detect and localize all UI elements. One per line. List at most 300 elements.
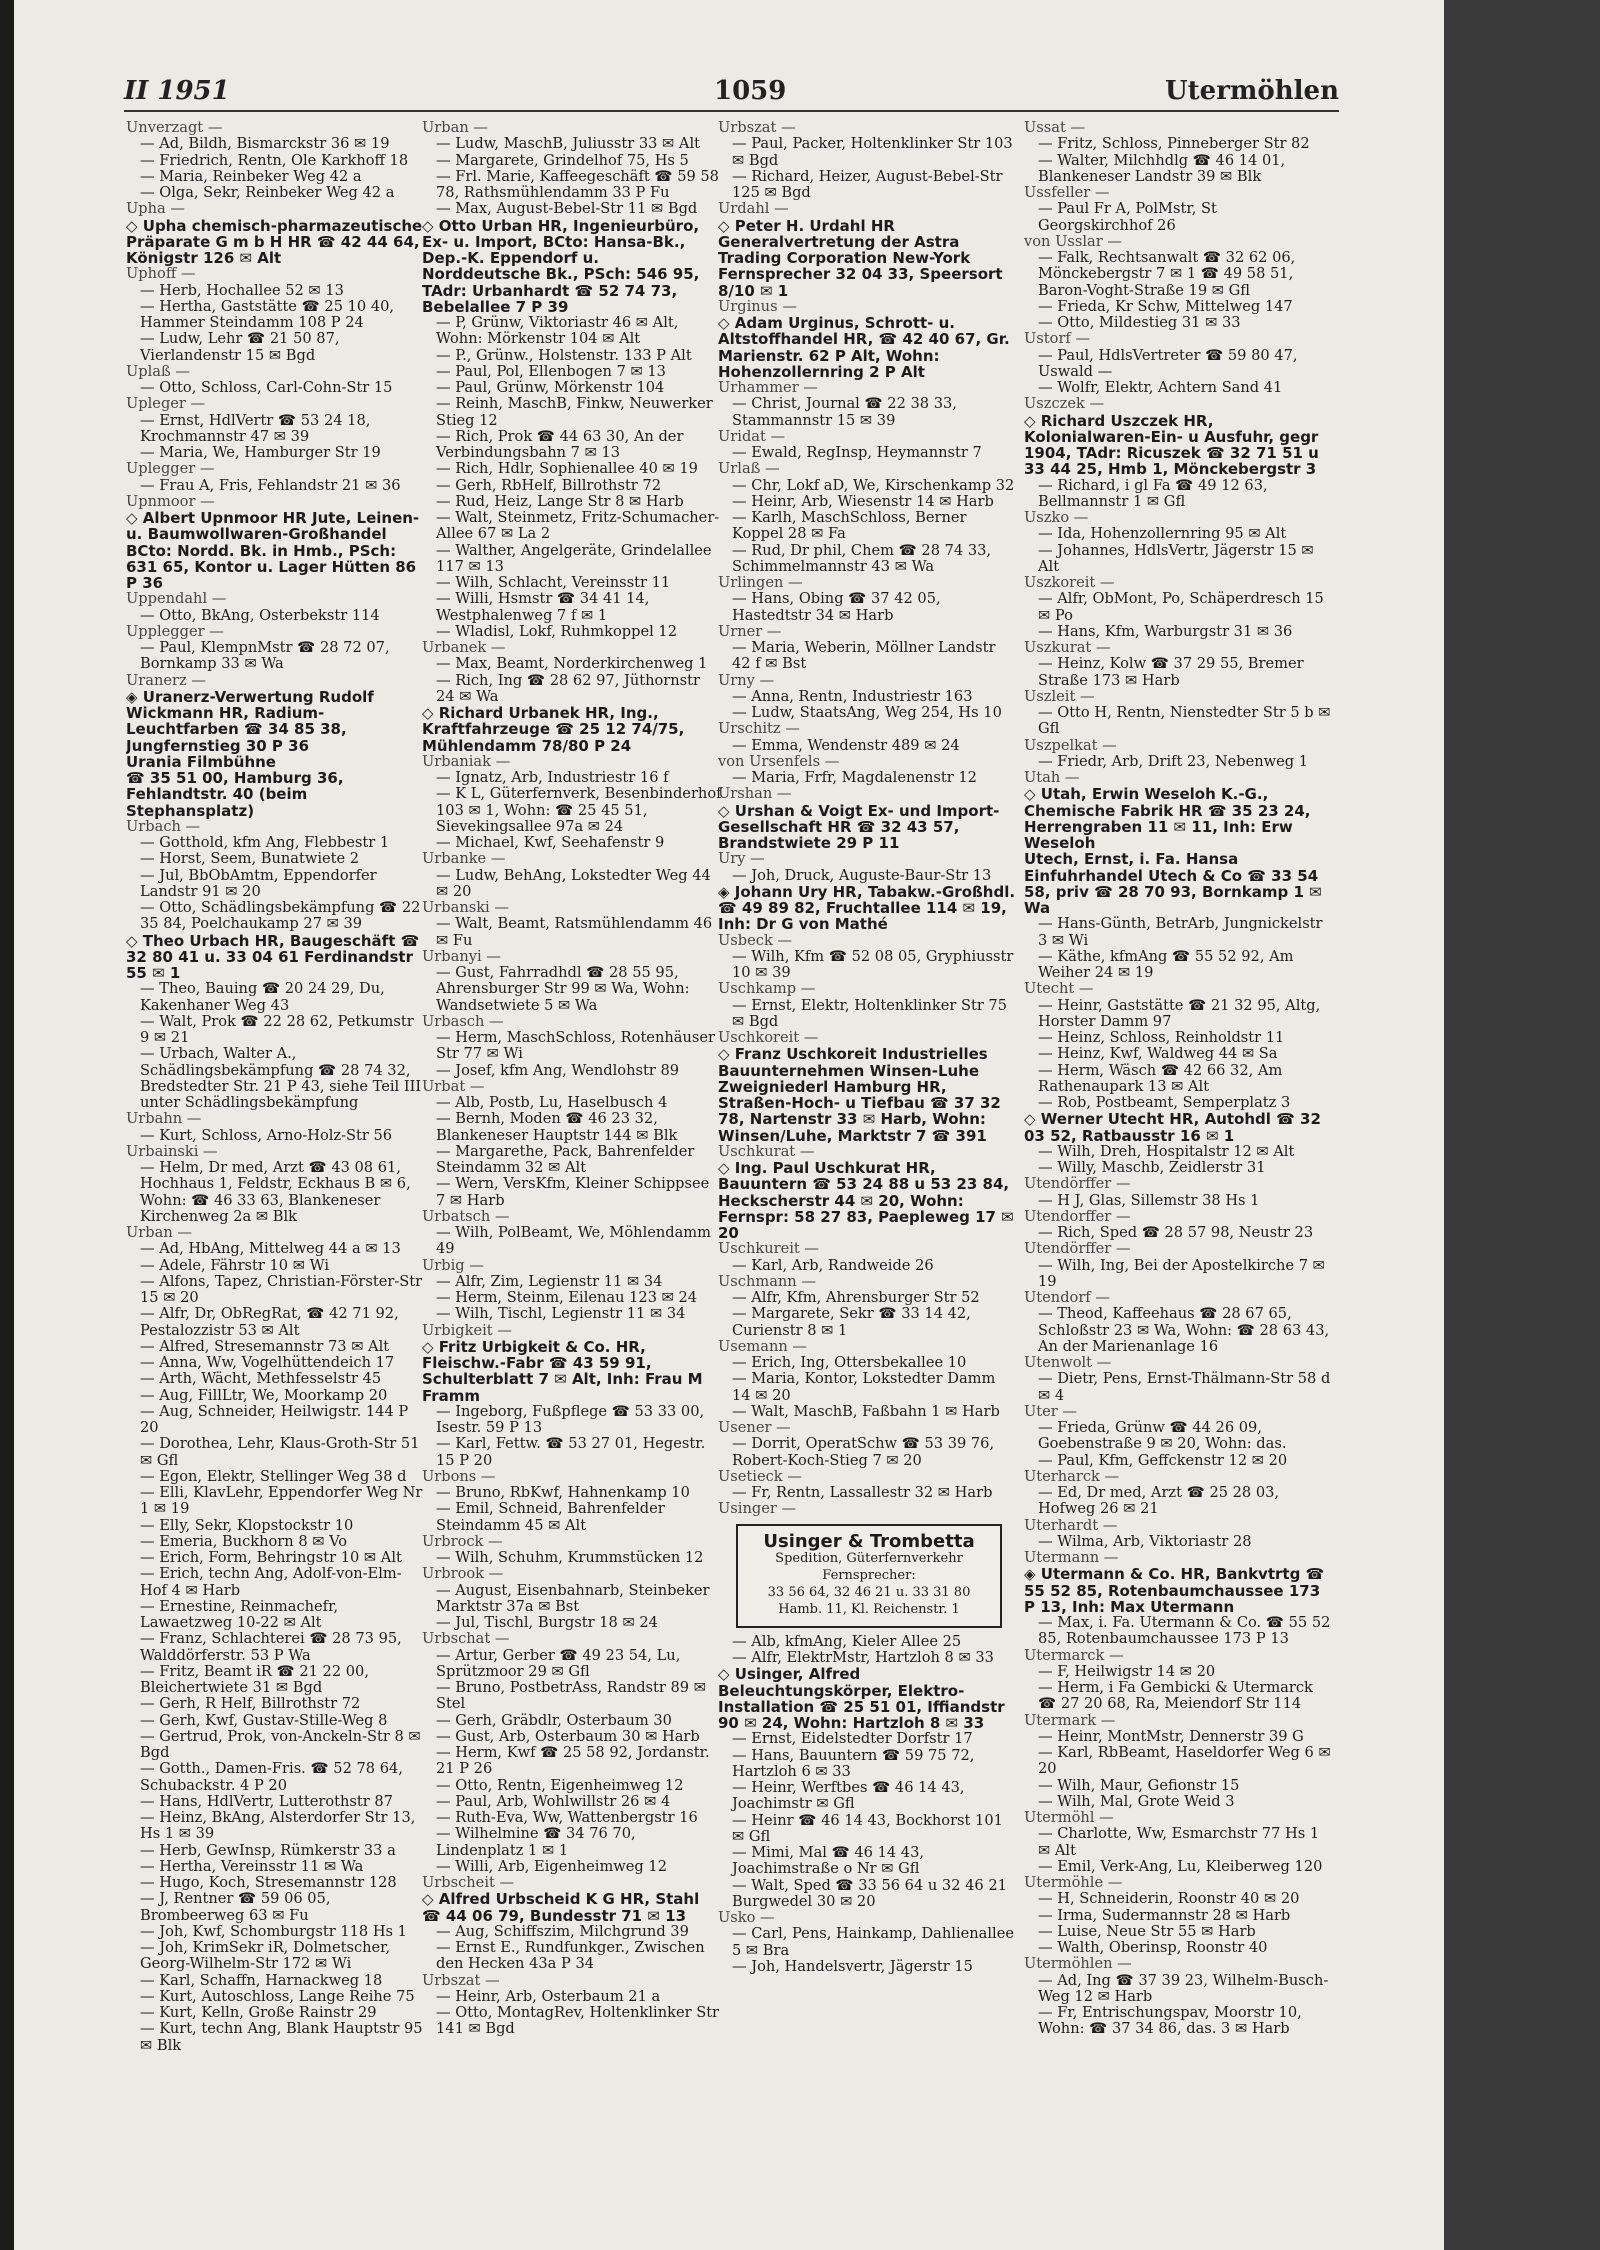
directory-entry: — Alfr, Kfm, Ahrensburger Str 52 [732, 1289, 980, 1306]
directory-entry: — Heinr ☎ 46 14 43, Bockhorst 101 ✉ Gfl [732, 1811, 1003, 1845]
directory-entry: — Heinr, Arb, Osterbaum 21 a [436, 1987, 661, 2005]
directory-entry: Urginus — [718, 297, 797, 315]
directory-entry: Utermöhlen — [1024, 1955, 1132, 1973]
directory-entry: Urdahl — [718, 200, 789, 218]
directory-entry: — Wilhelmine ☎ 34 76 70, Lindenplatz 1 ✉ 1 [436, 1825, 636, 1859]
directory-entry: — Gotth., Damen-Fris. ☎ 52 78 64, Schubackstr. 4 P 20 [140, 1760, 403, 1794]
directory-entry: — Wilh, Schlacht, Vereinsstr 11 [436, 574, 671, 591]
directory-entry: ◇ Upha chemisch-pharmazeutische Präparate G m b H HR ☎ 42 44 64, Königstr 126 ✉ Alt [126, 216, 423, 267]
directory-entry: — Ernestine, Reinmachefr, Lawaetzweg 10-22 ✉ Alt [140, 1597, 339, 1631]
column-3 [718, 120, 1018, 2150]
directory-entry: — Aug, Schneider, Heilwigstr. 144 P 20 [140, 1402, 409, 1436]
directory-entry: — Ad, Bildh, Bismarckstr 36 ✉ 19 [140, 135, 390, 153]
directory-entry: Urbach — [126, 817, 201, 835]
directory-entry: — Paul, Pol, Ellenbogen 7 ✉ 13 [436, 362, 666, 380]
directory-entry: — Otto, MontagRev, Holtenklinker Str 141 ✉ Bgd [436, 2004, 720, 2038]
directory-entry: — Rich, Hdlr, Sophienallee 40 ✉ 19 [436, 460, 698, 478]
directory-entry: Ussfeller — [1024, 184, 1110, 201]
directory-entry: Uter — [1024, 1402, 1078, 1420]
directory-entry: — Heinz, Kolw ☎ 37 29 55, Bremer Straße 173 ✉ Harb [1038, 655, 1304, 689]
directory-entry: — Wilh, Maur, Gefionstr 15 [1038, 1776, 1240, 1794]
directory-entry: Urbaniak — [422, 752, 511, 770]
directory-entry: Utendörffer — [1024, 1175, 1131, 1193]
directory-entry: — Hans-Günth, BetrArb, Jungnickelstr 3 ✉ Wi [1038, 915, 1323, 949]
directory-entry: Utendorf — [1024, 1289, 1110, 1306]
directory-entry: — Heinz, BkAng, Alsterdorfer Str 13, Hs 1 ✉ 39 [140, 1809, 416, 1843]
directory-entry: — Charlotte, Ww, Esmarchstr 77 Hs 1 ✉ Alt [1038, 1825, 1320, 1859]
directory-entry: — Herb, GewInsp, Rümkerstr 33 a [140, 1841, 396, 1859]
directory-entry: ◇ Usinger, Alfred Beleuchtungskörper, Elektro-Installation ☎ 25 51 01, Iffiandstr 90 ✉ 24, Wohn: Hartzloh 8 ✉ 33 [718, 1665, 1005, 1732]
directory-entry: — Walt, MaschB, Faßbahn 1 ✉ Harb [732, 1402, 1000, 1420]
directory-entry: — Kurt, Kelln, Große Rainstr 29 [140, 2004, 377, 2021]
directory-entry: — Rob, Postbeamt, Semperplatz 3 [1038, 1094, 1291, 1111]
directory-entry: — Kurt, techn Ang, Blank Hauptstr 95 ✉ Blk [140, 2020, 423, 2054]
directory-entry: — Ewald, RegInsp, Heymannstr 7 [732, 444, 982, 461]
directory-entry: ◇ Albert Upnmoor HR Jute, Leinen- u. Baumwollwaren-Großhandel BCto: Nordd. Bk. in Hmb., PSch: 631 65, Kontor u. Lager Hütten 86 P 36 [126, 509, 420, 592]
directory-entry: — Joh, KrimSekr iR, Dolmetscher, Georg-Wilhelm-Str 172 ✉ Wi [140, 1939, 391, 1973]
directory-entry: — Hans, HdlVertr, Lutterothstr 87 [140, 1792, 393, 1810]
directory-entry: — Paul, Arb, Wohlwillstr 26 ✉ 4 [436, 1792, 671, 1810]
directory-entry: Uszkoreit — [1024, 574, 1115, 591]
directory-entry: — Hertha, Gaststätte ☎ 25 10 40, Hammer Steindamm 108 P 24 [140, 297, 395, 331]
directory-entry: — Franz, Schlachterei ☎ 28 73 95, Walddörferstr. 53 P Wa [140, 1630, 402, 1664]
directory-entry: — Fritz, Beamt iR ☎ 21 22 00, Bleichertwiete 31 ✉ Bgd [140, 1662, 369, 1696]
directory-entry: ☎ 35 51 00, Hamburg 36, Fehlandtstr. 40 (beim Stephansplatz) [126, 769, 344, 820]
directory-entry: — P, Grünw, Viktoriastr 46 ✉ Alt, Wohn: Mörkenstr 104 ✉ Alt [436, 314, 679, 348]
directory-entry: — Arth, Wächt, Methfesselstr 45 [140, 1370, 382, 1388]
directory-entry: — Ad, Ing ☎ 37 39 23, Wilhelm-Busch-Weg 12 ✉ Harb [1038, 1971, 1329, 2005]
directory-entry: — Herm, i Fa Gembicki & Utermarck ☎ 27 20 68, Ra, Meiendorf Str 114 [1038, 1679, 1313, 1713]
scan-edge [0, 0, 14, 2250]
directory-entry: — Alb, Postb, Lu, Haselbusch 4 [436, 1094, 668, 1111]
directory-entry: — Bruno, RbKwf, Hahnenkamp 10 [436, 1484, 690, 1501]
directory-entry: — Wern, VersKfm, Kleiner Schippsee 7 ✉ Harb [436, 1175, 710, 1209]
directory-entry: — Heinz, Kwf, Waldweg 44 ✉ Sa [1038, 1045, 1278, 1063]
ad-line-3: 33 56 64, 32 46 21 u. 33 31 80 [767, 1584, 971, 1600]
directory-entry: Uschkoreit — [718, 1029, 819, 1046]
directory-entry: Urshan — [718, 785, 792, 803]
directory-entry: — Frieda, Grünw ☎ 44 26 09, Goebenstraße 9 ✉ 20, Wohn: das. [1038, 1419, 1287, 1453]
directory-entry: — Willy, Maschb, Zeidlerstr 31 [1038, 1159, 1266, 1176]
directory-entry: — Theo, Bauing ☎ 20 24 29, Du, Kakenhaner Weg 43 [140, 980, 385, 1014]
directory-entry: — Hugo, Koch, Stresemannstr 128 [140, 1874, 397, 1891]
directory-entry: Urbahn — [126, 1110, 202, 1128]
directory-entry: Usener — [718, 1419, 791, 1436]
directory-entry: Utermarck — [1024, 1646, 1124, 1664]
directory-entry: — Richard, Heizer, August-Bebel-Str 125 ✉ Bgd [732, 167, 1003, 201]
directory-entry: Uszleit — [1024, 687, 1095, 705]
directory-entry: — Wilma, Arb, Viktoriastr 28 [1038, 1532, 1252, 1550]
directory-entry: — Gerh, RbHelf, Billrothstr 72 [436, 476, 661, 494]
directory-entry: Urhammer — [718, 379, 818, 396]
directory-entry: — Falk, Rechtsanwalt ☎ 32 62 06, Mönckebergstr 7 ✉ 1 ☎ 49 58 51, Baron-Voght-Straße 19 ✉ Gfl [1038, 249, 1296, 299]
directory-entry: Urbatsch — [422, 1207, 510, 1225]
directory-entry: — Heinr, Werftbes ☎ 46 14 43, Joachimstr ✉ Gfl [732, 1779, 965, 1813]
directory-entry: — Herm, Wäsch ☎ 42 66 32, Am Rathenaupark 13 ✉ Alt [1038, 1061, 1283, 1095]
directory-entry: Uridat — [718, 427, 786, 445]
directory-entry: — Joh, Druck, Auguste-Baur-Str 13 [732, 866, 992, 884]
directory-entry: — Herm, MaschSchloss, Rotenhäuser Str 77 ✉ Wi [436, 1029, 715, 1063]
directory-entry: — Herb, Hochallee 52 ✉ 13 [140, 281, 344, 299]
directory-entry: — Anna, Ww, Vogelhüttendeich 17 [140, 1354, 395, 1371]
directory-entry: — P., Grünw., Holstenstr. 133 P Alt [436, 346, 692, 364]
ad-line-2: Fernsprecher: [822, 1567, 916, 1583]
directory-entry: — Aug, Schiffszim, Milchgrund 39 [436, 1922, 689, 1940]
directory-entry: — Heinz, Schloss, Reinholdstr 11 [1038, 1029, 1285, 1046]
directory-entry: — Paul, KlempnMstr ☎ 28 72 07, Bornkamp 33 ✉ Wa [140, 639, 390, 673]
directory-entry: — Emma, Wendenstr 489 ✉ 24 [732, 736, 960, 754]
directory-entry: — Hertha, Vereinsstr 11 ✉ Wa [140, 1857, 364, 1875]
directory-entry: — Chr, Lokf aD, We, Kirschenkamp 32 [732, 476, 1015, 494]
directory-entry: — Irma, Sudermannstr 28 ✉ Harb [1038, 1906, 1291, 1924]
directory-entry: — Dietr, Pens, Ernst-Thälmann-Str 58 d ✉ 4 [1038, 1370, 1331, 1404]
directory-entry: — Emeria, Buckhorn 8 ✉ Vo [140, 1532, 348, 1550]
page-number: 1059 [714, 76, 787, 106]
directory-entry: — Otto, BkAng, Osterbekstr 114 [140, 606, 380, 624]
directory-entry: Utermark — [1024, 1711, 1116, 1729]
column-3-top [718, 120, 1018, 1518]
directory-entry: — Hans, Kfm, Warburgstr 31 ✉ 36 [1038, 622, 1293, 640]
directory-entry: — Ernst, Elektr, Holtenklinker Str 75 ✉ Bgd [732, 996, 1008, 1030]
directory-entry: — Maria, Kontor, Lokstedter Damm 14 ✉ 20 [732, 1370, 996, 1404]
column-2 [422, 120, 722, 2150]
directory-entry: — Reinh, MaschB, Finkw, Neuwerker Stieg 12 [436, 395, 713, 429]
directory-entry: — Ludw, Lehr ☎ 21 50 87, Vierlandenstr 15 ✉ Bgd [140, 330, 340, 364]
directory-entry: — Dorrit, OperatSchw ☎ 53 39 76, Robert-Koch-Stieg 7 ✉ 20 [732, 1435, 995, 1469]
directory-entry: — Max, Beamt, Norderkirchenweg 1 [436, 655, 708, 673]
running-head: Utermöhlen [1164, 76, 1339, 106]
directory-entry: — Paul, Packer, Holtenklinker Str 103 ✉ Bgd [732, 135, 1013, 169]
directory-entry: — Herm, Steinm, Eilenau 123 ✉ 24 [436, 1289, 698, 1306]
directory-entry: — Gertrud, Prok, von-Anckeln-Str 8 ✉ Bgd [140, 1727, 421, 1761]
directory-entry: — Michael, Kwf, Seehafenstr 9 [436, 834, 665, 851]
directory-entry: ◇ Werner Utecht HR, Autohdl ☎ 32 03 52, Ratbausstr 16 ✉ 1 [1024, 1110, 1321, 1145]
directory-entry: ◇ Adam Urginus, Schrott- u. Altstoffhandel HR, ☎ 42 40 67, Gr. Marienstr. 62 P Alt, Wohn: Hohenzollernring 2 P Alt [718, 314, 1010, 381]
directory-entry: — Otto, Rentn, Eigenheimweg 12 [436, 1776, 684, 1794]
directory-entry: — Rud, Dr phil, Chem ☎ 28 74 33, Schimmelmannstr 43 ✉ Wa [732, 541, 992, 575]
directory-entry: Urschitz — [718, 720, 800, 738]
directory-entry: — H J, Glas, Sillemstr 38 Hs 1 [1038, 1191, 1260, 1209]
directory-entry: — Horst, Seem, Bunatwiete 2 [140, 850, 360, 868]
directory-entry: Urban — [422, 120, 488, 136]
directory-entry: Urbszat — [422, 1971, 500, 1989]
directory-entry: von Usslar — [1024, 232, 1122, 250]
directory-entry: — Helm, Dr med, Arzt ☎ 43 08 61, Hochhaus 1, Feldstr, Eckhaus B ✉ 6, Wohn: ☎ 46 33 63, Blankeneser Kirchenweg 2a ✉ Blk [140, 1159, 411, 1225]
directory-entry: Urban — [126, 1224, 192, 1241]
directory-entry: — Wilh, Mal, Grote Weid 3 [1038, 1792, 1235, 1810]
directory-entry: Usetieck — [718, 1467, 802, 1485]
directory-entry: Uschkurat — [718, 1142, 815, 1160]
directory-entry: — Bernh, Moden ☎ 46 23 32, Blankeneser Hauptstr 144 ✉ Blk [436, 1110, 678, 1144]
directory-entry: Urbscheit — [422, 1874, 515, 1891]
directory-entry: — Käthe, kfmAng ☎ 55 52 92, Am Weiher 24 ✉ 19 [1038, 947, 1294, 981]
directory-entry: — H, Schneiderin, Roonstr 40 ✉ 20 [1038, 1890, 1300, 1908]
directory-entry: — Max, August-Bebel-Str 11 ✉ Bgd [436, 200, 698, 218]
directory-entry: — Alfr, ObMont, Po, Schäperdresch 15 ✉ Po [1038, 590, 1324, 624]
directory-entry: — Ludw, StaatsAng, Weg 254, Hs 10 [732, 704, 1002, 721]
directory-entry: Utendörffer — [1024, 1240, 1131, 1258]
directory-entry: — Frl. Marie, Kaffeegeschäft ☎ 59 58 78, Rathsmühlendamm 33 P Fu [436, 167, 719, 201]
directory-entry: Usinger — [718, 1500, 797, 1518]
directory-entry: Urbrook — [422, 1565, 504, 1583]
directory-entry: — Luise, Neue Str 55 ✉ Harb [1038, 1922, 1256, 1940]
directory-entry: Urbasch — [422, 1012, 504, 1030]
directory-entry: — Maria, Frfr, Magdalenenstr 12 [732, 769, 977, 786]
directory-entry: Upha — [126, 200, 185, 218]
directory-entry: — Paul, Kfm, Geffckenstr 12 ✉ 20 [1038, 1451, 1288, 1469]
directory-entry: — Ernst, Eidelstedter Dorfstr 17 [732, 1730, 973, 1748]
directory-entry: — Margarethe, Pack, Bahrenfelder Steindamm 32 ✉ Alt [436, 1142, 695, 1176]
directory-entry: — Ernst E., Rundfunkger., Zwischen den Hecken 43a P 34 [436, 1939, 705, 1973]
directory-entry: — Walt, Beamt, Ratsmühlendamm 46 ✉ Fu [436, 915, 713, 949]
directory-entry: — Karlh, MaschSchloss, Berner Koppel 28 ✉ Fa [732, 509, 967, 543]
directory-entry: — K L, Güterfernverk, Besenbinderhof 103 ✉ 1, Wohn: ☎ 25 45 51, Sievekingsallee 97a ✉ 24 [436, 785, 722, 835]
directory-entry: — Mimi, Mal ☎ 46 14 43, Joachimstraße o Nr ✉ Gfl [732, 1844, 925, 1878]
directory-entry: Ussat — [1024, 120, 1086, 136]
directory-entry: Utah — [1024, 769, 1080, 786]
directory-entry: Urbschat — [422, 1630, 510, 1648]
directory-entry: Utermöhl — [1024, 1809, 1114, 1826]
directory-entry: Utermann — [1024, 1549, 1119, 1566]
ad-line-4: Hamb. 11, Kl. Reichenstr. 1 [778, 1601, 960, 1617]
directory-page [14, 0, 1444, 2250]
directory-entry: — Richard, i gl Fa ☎ 49 12 63, Bellmannstr 1 ✉ Gfl [1038, 476, 1268, 510]
directory-entry: — Carl, Pens, Hainkamp, Dahlienallee 5 ✉ Bra [732, 1925, 1014, 1959]
directory-entry: Utermöhle — [1024, 1874, 1123, 1891]
directory-entry: ◈ Uranerz-Verwertung Rudolf Wickmann HR, Radium-Leuchtfarben ☎ 34 85 38, Jungfernstieg 30 P 36 [126, 687, 374, 755]
directory-entry: — Ad, HbAng, Mittelweg 44 a ✉ 13 [140, 1240, 401, 1258]
directory-entry: Urny — [718, 671, 775, 689]
directory-entry: — Herm, Kwf ☎ 25 58 92, Jordanstr. 21 P 26 [436, 1744, 710, 1778]
directory-entry: — Alfons, Tapez, Christian-Förster-Str 15 ✉ 20 [140, 1272, 423, 1306]
directory-entry: Uranerz — [126, 671, 206, 689]
directory-entry: — Otto H, Rentn, Nienstedter Str 5 b ✉ Gfl [1038, 704, 1331, 738]
directory-entry: Usemann — [718, 1337, 807, 1355]
directory-entry: Uphoff — [126, 265, 196, 283]
directory-entry: — Joh, Kwf, Schomburgstr 118 Hs 1 [140, 1922, 407, 1940]
directory-entry: — Gotthold, kfm Ang, Flebbestr 1 [140, 834, 390, 851]
directory-entry: — Ludw, MaschB, Juliusstr 33 ✉ Alt [436, 135, 700, 153]
directory-entry: — Fritz, Schloss, Pinneberger Str 82 [1038, 135, 1310, 153]
directory-entry: — Wolfr, Elektr, Achtern Sand 41 [1038, 379, 1283, 396]
directory-entry: — Walth, Oberinsp, Roonstr 40 [1038, 1939, 1268, 1956]
directory-entry: — Wladisl, Lokf, Ruhmkoppel 12 [436, 622, 677, 640]
directory-entry: — Adele, Fährstr 10 ✉ Wi [140, 1256, 329, 1274]
directory-entry: — Ruth-Eva, Ww, Wattenbergstr 16 [436, 1809, 698, 1826]
directory-entry: — Johannes, HdlsVertr, Jägerstr 15 ✉ Alt [1038, 541, 1314, 575]
directory-entry: — August, Eisenbahnarb, Steinbeker Marktstr 37a ✉ Bst [436, 1581, 710, 1615]
directory-entry: — Jul, BbObAmtm, Eppendorfer Landstr 91 ✉ 20 [140, 866, 377, 900]
ad-line-1: Spedition, Güterfernverkehr [775, 1550, 963, 1566]
directory-entry: — Erich, techn Ang, Adolf-von-Elm-Hof 4 ✉ Harb [140, 1565, 402, 1599]
directory-entry: ◇ Franz Uschkoreit Industrielles Bauunternehmen Winsen-Luhe Zweigniederl Hamburg HR, Straßen-Hoch- u Tiefbau ☎ 37 32 78, Nartenstr 33 ✉ Harb, Wohn: Winsen/Luhe, Marktstr 7 ☎ 391 [718, 1045, 1001, 1145]
directory-entry: — Paul, HdlsVertreter ☎ 59 80 47, Uswald — [1038, 346, 1298, 380]
directory-entry: — Olga, Sekr, Reinbeker Weg 42 a [140, 184, 395, 201]
directory-entry: — Gust, Arb, Osterbaum 30 ✉ Harb [436, 1727, 700, 1745]
directory-entry: — Alb, kfmAng, Kieler Allee 25 [732, 1632, 962, 1650]
directory-entry: Utech, Ernst, i. Fa. Hansa Einfuhrhandel Utech & Co ☎ 33 54 58, priv ☎ 28 70 93, Bornkamp 1 ✉ Wa [1024, 850, 1322, 917]
directory-entry: Upnmoor — [126, 492, 215, 510]
directory-entry: — Frau A, Fris, Fehlandstr 21 ✉ 36 [140, 476, 401, 494]
directory-entry: — Maria, Reinbeker Weg 42 a [140, 167, 362, 185]
directory-entry: Usbeck — [718, 931, 793, 949]
directory-entry: — Wilh, Kfm ☎ 52 08 05, Gryphiusstr 10 ✉ 39 [732, 947, 1014, 981]
directory-entry: — Kurt, Schloss, Arno-Holz-Str 56 [140, 1126, 393, 1144]
directory-entry: Urlaß — [718, 460, 780, 478]
directory-entry: — Joh, Handelsvertr, Jägerstr 15 [732, 1957, 973, 1975]
advertisement-box [736, 1524, 1002, 1628]
directory-entry: ◇ Otto Urban HR, Ingenieurbüro, Ex- u. Import, BCto: Hansa-Bk., Dep.-K. Eppendorf u. Norddeutsche Bk., PSch: 546 95, TAdr: Urbanhardt ☎ 52 74 73, Bebelallee 7 P 39 [422, 216, 700, 316]
directory-entry: — Dorothea, Lehr, Klaus-Groth-Str 51 ✉ Gfl [140, 1435, 420, 1469]
directory-entry: — Karl, Arb, Randweide 26 [732, 1256, 934, 1274]
directory-entry: Usko — [718, 1909, 775, 1926]
directory-entry: Utendorffer — [1024, 1207, 1131, 1225]
directory-entry: — Wilh, Schuhm, Krummstücken 12 [436, 1549, 704, 1566]
directory-entry: — Ed, Dr med, Arzt ☎ 25 28 03, Hofweg 26 ✉ 21 [1038, 1484, 1280, 1518]
directory-entry: — Alfr, ElektrMstr, Hartzloh 8 ✉ 33 [732, 1649, 994, 1666]
directory-entry: ◇ Peter H. Urdahl HR Generalvertretung der Astra Trading Corporation New-York Fernsprecher 32 04 33, Speersort 8/10 ✉ 1 [718, 216, 1003, 300]
directory-entry: — Margarete, Grindelhof 75, Hs 5 [436, 151, 689, 169]
directory-entry: — Walter, Milchhdlg ☎ 46 14 01, Blankeneser Landstr 39 ✉ Blk [1038, 151, 1286, 185]
directory-entry: — Erich, Form, Behringstr 10 ✉ Alt [140, 1549, 402, 1566]
directory-entry: — Josef, kfm Ang, Wendlohstr 89 [436, 1061, 680, 1079]
directory-entry: — Egon, Elektr, Stellinger Weg 38 d [140, 1467, 407, 1485]
directory-entry: — Karl, Schaffn, Harnackweg 18 [140, 1971, 383, 1989]
directory-entry: ◇ Utah, Erwin Weseloh K.-G., Chemische Fabrik HR ☎ 35 23 24, Herrengraben 11 ✉ 11, Inh: Erw Weseloh [1024, 785, 1311, 852]
directory-entry: Uschkureit — [718, 1240, 819, 1258]
directory-entry: — Wilh, PolBeamt, We, Möhlendamm 49 [436, 1224, 711, 1258]
column-4 [1024, 120, 1334, 2150]
directory-entry: ◈ Utermann & Co. HR, Bankvtrtg ☎ 55 52 85, Rotenbaumchaussee 173 P 13, Inh: Max Utermann [1024, 1565, 1325, 1616]
directory-entry: — Fr, Entrischungspav, Moorstr 10, Wohn: ☎ 37 34 86, das. 3 ✉ Harb [1038, 2004, 1302, 2038]
directory-entry: — Rich, Ing ☎ 28 62 97, Jüthornstr 24 ✉ Wa [436, 671, 700, 705]
directory-entry: — Kurt, Autoschloss, Lange Reihe 75 [140, 1987, 415, 2005]
directory-entry: Ury — [718, 850, 765, 868]
directory-entry: — Walt, Sped ☎ 33 56 64 u 32 46 21 Burgwedel 30 ✉ 20 [732, 1876, 1007, 1910]
directory-entry: — Willi, Hsmstr ☎ 34 41 14, Westphalenweg 7 f ✉ 1 [436, 590, 650, 624]
directory-entry: Urbanke — [422, 850, 506, 868]
directory-entry: Unverzagt — [126, 120, 223, 136]
directory-entry: — Urbach, Walter A., Schädlingsbekämpfung ☎ 28 74 32, Bredstedter Str. 21 P 43, siehe Teil III unter Schädlingsbekämpfung [140, 1045, 422, 1111]
directory-entry: — Otto, Schädlingsbekämpfung ☎ 22 35 84, Poelchaukamp 27 ✉ 39 [140, 899, 421, 933]
volume-year: II 1951 [124, 76, 230, 106]
directory-entry: — Max, i. Fa. Utermann & Co. ☎ 55 52 85, Rotenbaumchaussee 173 P 13 [1038, 1614, 1331, 1648]
directory-entry: — Paul, Grünw, Mörkenstr 104 [436, 379, 665, 396]
directory-entry: — Margarete, Sekr ☎ 33 14 42, Curienstr 8 ✉ 1 [732, 1305, 971, 1339]
directory-entry: Urbszat — [718, 120, 796, 136]
directory-entry: — Heinr, MontMstr, Dennerstr 39 G [1038, 1727, 1304, 1745]
directory-entry: — Jul, Tischl, Burgstr 18 ✉ 24 [436, 1614, 658, 1631]
directory-entry: Urner — [718, 622, 782, 640]
directory-entry: — Maria, We, Hamburger Str 19 [140, 444, 381, 461]
column-3-bottom [718, 1634, 1018, 1975]
directory-entry: Urbons — [422, 1467, 496, 1485]
directory-entry: — Hans, Obing ☎ 37 42 05, Hastedtstr 34 ✉ Harb [732, 590, 941, 624]
directory-entry: — Rich, Prok ☎ 44 63 30, An der Verbindungsbahn 7 ✉ 13 [436, 427, 684, 461]
directory-entry: ◇ Richard Urbanek HR, Ing., Kraftfahrzeuge ☎ 25 12 74/75, Mühlendamm 78/80 P 24 [422, 704, 685, 755]
directory-entry: Uplegger — [126, 460, 215, 478]
directory-entry: — Hans, Bauuntern ☎ 59 75 72, Hartzloh 6 ✉ 33 [732, 1746, 975, 1780]
directory-entry: — Walt, Steinmetz, Fritz-Schumacher-Allee 67 ✉ La 2 [436, 509, 720, 543]
directory-entry: Upplegger — [126, 622, 224, 640]
directory-entry: — Ida, Hohenzollernring 95 ✉ Alt [1038, 525, 1287, 543]
directory-entry: Uschkamp — [718, 980, 816, 998]
directory-entry: — Walther, Angelgeräte, Grindelallee 117 ✉ 13 [436, 541, 712, 575]
directory-entry: — Elly, Sekr, Klopstockstr 10 [140, 1516, 354, 1534]
directory-entry: — Emil, Verk-Ang, Lu, Kleiberweg 120 [1038, 1857, 1323, 1875]
directory-entry: Uschmann — [718, 1272, 816, 1290]
directory-entry: von Ursenfels — [718, 752, 840, 770]
directory-entry: — J, Rentner ☎ 59 06 05, Brombeerweg 63 ✉ Fu [140, 1890, 331, 1924]
directory-entry: Uppendahl — [126, 590, 227, 608]
directory-entry: — Ernst, HdlVertr ☎ 53 24 18, Krochmannstr 47 ✉ 39 [140, 411, 371, 445]
directory-entry: Uterharck — [1024, 1467, 1120, 1485]
directory-entry: Urbanek — [422, 639, 506, 656]
directory-entry: Urlingen — [718, 574, 803, 591]
directory-entry: — Friedrich, Rentn, Ole Karkhoff 18 [140, 151, 409, 169]
directory-entry: — Fr, Rentn, Lassallestr 32 ✉ Harb [732, 1484, 993, 1501]
directory-entry: Uszczek — [1024, 395, 1105, 413]
directory-entry: — Heinr, Arb, Wiesenstr 14 ✉ Harb [732, 492, 994, 510]
directory-entry: Urbig — [422, 1256, 484, 1274]
directory-entry: — Ignatz, Arb, Industriestr 16 f [436, 769, 669, 786]
directory-entry: — Karl, RbBeamt, Haseldorfer Weg 6 ✉ 20 [1038, 1744, 1331, 1778]
directory-entry: Upleger — [126, 395, 206, 413]
directory-entry: — Bruno, PostbetrAss, Randstr 89 ✉ Stel [436, 1679, 706, 1713]
directory-entry: — Christ, Journal ☎ 22 38 33, Stammannstr 15 ✉ 39 [732, 395, 957, 429]
directory-entry: Uterhardt — [1024, 1516, 1118, 1534]
directory-entry: — Anna, Rentn, Industriestr 163 [732, 687, 973, 705]
directory-entry: — Alfred, Stresemannstr 73 ✉ Alt [140, 1337, 390, 1355]
directory-entry: Uszpelkat — [1024, 736, 1117, 754]
directory-entry: — Gust, Fahrradhdl ☎ 28 55 95, Ahrensburger Str 99 ✉ Wa, Wohn: Wandsetwiete 5 ✉ Wa [436, 964, 690, 1014]
directory-entry: — Gerh, R Helf, Billrothstr 72 [140, 1695, 361, 1713]
directory-entry: ◇ Fritz Urbigkeit & Co. HR, Fleischw.-Fabr ☎ 43 59 91, Schulterblatt 7 ✉ Alt, Inh: Frau M Framm [422, 1337, 703, 1405]
directory-entry: Uszko — [1024, 509, 1089, 526]
directory-entry: — Erich, Ing, Ottersbekallee 10 [732, 1354, 967, 1371]
directory-entry: — Otto, Schloss, Carl-Cohn-Str 15 [140, 379, 393, 396]
directory-entry: — Alfr, Dr, ObRegRat, ☎ 42 71 92, Pestalozzistr 53 ✉ Alt [140, 1305, 399, 1339]
directory-entry: — Artur, Gerber ☎ 49 23 54, Lu, Sprützmoor 29 ✉ Gfl [436, 1646, 681, 1680]
directory-entry: Urbainski — [126, 1142, 218, 1160]
directory-entry: — Wilh, Dreh, Hospitalstr 12 ✉ Alt [1038, 1142, 1295, 1160]
directory-entry: — Theod, Kaffeehaus ☎ 28 67 65, Schloßstr 23 ✉ Wa, Wohn: ☎ 28 63 43, An der Marienanlage 16 [1038, 1305, 1330, 1355]
directory-entry: — Wilh, Tischl, Legienstr 11 ✉ 34 [436, 1305, 686, 1323]
directory-entry: — Karl, Fettw. ☎ 53 27 01, Hegestr. 15 P 20 [436, 1435, 706, 1469]
directory-entry: ◈ Johann Ury HR, Tabakw.-Großhdl. ☎ 49 89 82, Fruchtallee 114 ✉ 19, Inh: Dr G von Mathé [718, 882, 1016, 934]
directory-entry: — Willi, Arb, Eigenheimweg 12 [436, 1857, 667, 1875]
directory-entry: — Friedr, Arb, Drift 23, Nebenweg 1 [1038, 752, 1309, 770]
directory-entry: — Wilh, Ing, Bei der Apostelkirche 7 ✉ 19 [1038, 1256, 1325, 1290]
directory-entry: Ustorf — [1024, 330, 1091, 348]
directory-entry: Urbat — [422, 1077, 485, 1095]
directory-entry: — Ludw, BehAng, Lokstedter Weg 44 ✉ 20 [436, 866, 711, 900]
directory-entry: — Gerh, Kwf, Gustav-Stille-Weg 8 [140, 1711, 388, 1729]
directory-entry: Urbanyi — [422, 947, 501, 965]
directory-entry: ◇ Ing. Paul Uschkurat HR, Bauuntern ☎ 53 24 88 u 53 23 84, Heckscherstr 44 ✉ 20, Wohn: Fernspr: 58 27 83, Paepleweg 17 ✉ 20 [718, 1159, 1014, 1242]
column-1 [126, 120, 426, 2150]
directory-entry: — Rich, Sped ☎ 28 57 98, Neustr 23 [1038, 1224, 1314, 1241]
directory-entry: Urbigkeit — [422, 1321, 512, 1339]
directory-entry: ◇ Richard Uszczek HR, Kolonialwaren-Ein- u Ausfuhr, gegr 1904, TAdr: Ricuszek ☎ 32 71 51 u 33 44 25, Hmb 1, Mönckebergstr 3 [1024, 411, 1319, 479]
directory-entry: Utecht — [1024, 980, 1094, 998]
directory-entry: — Elli, KlavLehr, Eppendorfer Weg Nr 1 ✉ 19 [140, 1484, 423, 1518]
directory-entry: — Heinr, Gaststätte ☎ 21 32 95, Altg, Horster Damm 97 [1038, 996, 1321, 1030]
directory-entry: — Otto, Mildestieg 31 ✉ 33 [1038, 314, 1241, 331]
page-header [124, 70, 1339, 112]
directory-entry: — Walt, Prok ☎ 22 28 62, Petkumstr 9 ✉ 21 [140, 1012, 414, 1046]
directory-entry: — Aug, FillLtr, We, Moorkamp 20 [140, 1386, 388, 1404]
